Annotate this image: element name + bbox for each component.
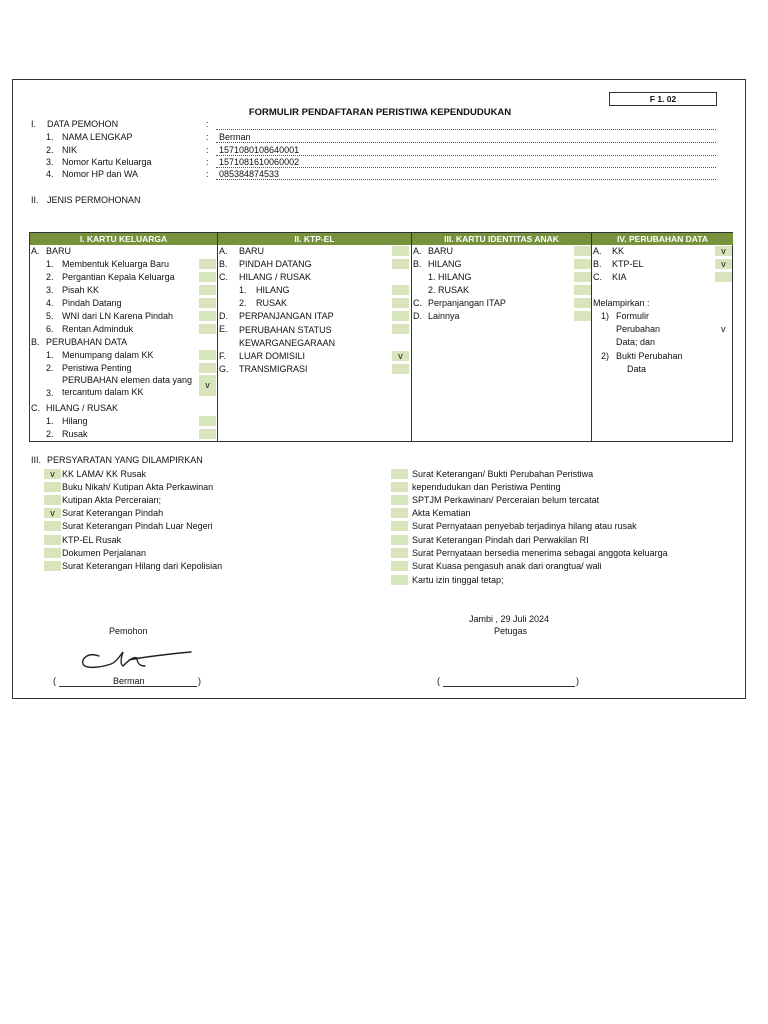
req-left-5-checkbox[interactable] [44,521,61,531]
ktp-g-label: TRANSMIGRASI [239,364,308,374]
kk-a4-label: Pindah Datang [62,298,122,308]
row3-label: Nomor Kartu Keluarga [62,157,152,167]
req-right-1-label-line2: kependudukan dan Peristiwa Penting [412,482,561,492]
req-left-8-label: Surat Keterangan Hilang dari Kepolisian [62,561,223,571]
req-left-2-checkbox[interactable] [44,482,61,492]
req-right-5-checkbox[interactable] [391,535,408,545]
kk-c2-label: Rusak [62,429,88,439]
kk-a4-checkbox[interactable] [199,298,216,308]
kia-d-checkbox[interactable] [574,311,591,321]
ktp-c-letter: C. [219,272,228,282]
officer-paren-close: ) [576,676,579,686]
attach-1-line3: Data; dan [616,337,656,347]
pd-c-checkbox[interactable] [715,272,732,282]
section2-num: II. [31,195,39,205]
section2-label: JENIS PERMOHONAN [47,195,141,205]
req-left-8-checkbox[interactable] [44,561,61,571]
kk-b3-label-line1: PERUBAHAN elemen data yang [62,375,193,385]
ktp-g-letter: G. [219,364,229,374]
req-right-7-label: Surat Kuasa pengasuh anak dari orangtua/ wali [412,561,602,571]
dotted-line [216,155,716,156]
dotted-line [216,142,716,143]
kk-c-letter: C. [31,403,40,413]
req-right-2-checkbox[interactable] [391,495,408,505]
kk-a1-checkbox[interactable] [199,259,216,269]
column-divider [217,233,218,441]
req-right-6-label: Surat Pernyataan bersedia menerima sebagai anggota keluarga [412,548,668,558]
req-right-1-label-line1: Surat Keterangan/ Bukti Perubahan Peristiwa [412,469,594,479]
dotted-line [216,167,716,168]
applicant-paren-open: ( [53,676,56,686]
req-left-3-label: Kutipan Akta Perceraian; [62,495,162,505]
request-type-grid [29,232,733,442]
kk-a-letter: A. [31,246,40,256]
section3-num: III. [31,455,42,465]
row2-colon: : [206,145,209,155]
kia-d-letter: D. [413,311,422,321]
kk-a-label: BARU [46,246,72,256]
req-right-1-checkbox[interactable] [391,469,408,479]
nik-field[interactable]: 1571080108640001 [219,145,300,155]
kk-c2-num: 2. [46,429,54,439]
header-perubahan-data: IV. PERUBAHAN DATA [592,233,733,245]
kk-a6-label: Rentan Adminduk [62,324,134,334]
kk-b1-num: 1. [46,350,54,360]
pd-a-letter: A. [593,246,602,256]
attach-1-line2: Perubahan [616,324,661,334]
req-right-7-checkbox[interactable] [391,561,408,571]
attach-label: Melampirkan : [593,298,650,308]
kia-b-label: HILANG [428,259,462,269]
attach-2-line2: Data [627,364,647,374]
ktp-a-label: BARU [239,246,265,256]
ktp-d-label: PERPANJANGAN ITAP [239,311,334,321]
ktp-d-letter: D. [219,311,228,321]
kia-b2-label: 2. RUSAK [428,285,470,295]
attach-2-line1: Bukti Perubahan [616,351,683,361]
kia-a-checkbox[interactable] [574,246,591,256]
req-left-4-checkbox[interactable]: v [44,508,61,518]
row3-num: 3. [46,157,54,167]
ktp-c2-checkbox[interactable] [392,298,409,308]
kia-a-letter: A. [413,246,422,256]
ktp-d-checkbox[interactable] [392,311,409,321]
ktp-c1-num: 1. [239,285,247,295]
kia-c-letter: C. [413,298,422,308]
kk-b1-checkbox[interactable] [199,350,216,360]
ktp-b-letter: B. [219,259,228,269]
pd-b-checkbox[interactable]: v [715,259,732,269]
attach-1-check[interactable]: v [721,324,726,334]
row3-colon: : [206,157,209,167]
kk-a2-label: Pergantian Kepala Keluarga [62,272,175,282]
kk-a5-label: WNI dari LN Karena Pindah [62,311,174,321]
ktp-f-letter: F. [219,351,227,361]
req-left-6-label: KTP-EL Rusak [62,535,122,545]
place-date: Jambi , 29 Juli 2024 [469,614,550,624]
kk-a1-label: Membentuk Keluarga Baru [62,259,170,269]
row2-num: 2. [46,145,54,155]
column-divider [591,233,592,441]
kia-b2-checkbox[interactable] [574,285,591,295]
row1-num: 1. [46,132,54,142]
kk-b-label: PERUBAHAN DATA [46,337,128,347]
ktp-e-letter: E. [219,324,228,334]
ktp-c1-label: HILANG [256,285,290,295]
req-left-2-label: Buku Nikah/ Kutipan Akta Perkawinan [62,482,214,492]
section3-label: PERSYARATAN YANG DILAMPIRKAN [47,455,203,465]
kk-b3-label-line2: tercantum dalam KK [62,387,144,397]
attach-1-line1: Formulir [616,311,649,321]
form-page [12,79,746,699]
kia-b1-label: 1. HILANG [428,272,472,282]
row1-colon: : [206,132,209,142]
row4-label: Nomor HP dan WA [62,169,139,179]
attach-1-num: 1) [601,311,610,321]
kk-a3-label: Pisah KK [62,285,100,295]
req-right-8-checkbox[interactable] [391,575,408,585]
kk-a6-num: 6. [46,324,54,334]
form-title: FORMULIR PENDAFTARAN PERISTIWA KEPENDUDUKAN [248,107,512,118]
req-right-3-checkbox[interactable] [391,508,408,518]
applicant-label: Pemohon [109,626,148,636]
kk-b-letter: B. [31,337,40,347]
column-divider [411,233,412,441]
kia-c-label: Perpanjangan ITAP [428,298,506,308]
req-left-7-label: Dokumen Perjalanan [62,548,147,558]
req-left-1-checkbox[interactable]: v [44,469,61,479]
kk-b1-label: Menumpang dalam KK [62,350,154,360]
ktp-c-label: HILANG / RUSAK [239,272,312,282]
name-field[interactable]: Berman [219,132,251,142]
kia-a-label: BARU [428,246,454,256]
form-code: F 1. 02 [609,92,717,106]
req-left-3-checkbox[interactable] [44,495,61,505]
kk-a3-num: 3. [46,285,54,295]
section1-num: I. [31,119,37,129]
dotted-line [216,179,716,180]
phone-field[interactable]: 085384874533 [219,169,280,179]
row4-num: 4. [46,169,54,179]
ktp-e-label-line1: PERUBAHAN STATUS [239,325,332,335]
ktp-f-checkbox[interactable]: v [392,351,409,361]
pd-a-label: KK [612,246,625,256]
header-kartu-keluarga: I. KARTU KELUARGA [30,233,217,245]
ktp-a-letter: A. [219,246,228,256]
kk-c1-num: 1. [46,416,54,426]
row4-colon: : [206,169,209,179]
officer-signature-line [443,686,575,687]
header-ktp-el: II. KTP-EL [218,233,411,245]
kk-b2-checkbox[interactable] [199,363,216,373]
kia-c-checkbox[interactable] [574,298,591,308]
ktp-e-checkbox[interactable] [392,324,409,334]
row2-label: NIK [62,145,78,155]
req-right-6-checkbox[interactable] [391,548,408,558]
header-kartu-identitas-anak: III. KARTU IDENTITAS ANAK [412,233,591,245]
kk-number-field[interactable]: 1571081610060002 [219,157,300,167]
section1-label: DATA PEMOHON [47,119,119,129]
kk-a5-checkbox[interactable] [199,311,216,321]
req-left-6-checkbox[interactable] [44,535,61,545]
pd-a-checkbox[interactable]: v [715,246,732,256]
req-right-1b-checkbox[interactable] [391,482,408,492]
kia-d-label: Lainnya [428,311,460,321]
req-right-2-label: SPTJM Perkawinan/ Perceraian belum tercatat [412,495,600,505]
kk-a1-num: 1. [46,259,54,269]
dotted-line [216,129,716,130]
kk-a2-num: 2. [46,272,54,282]
kia-b-letter: B. [413,259,422,269]
pd-b-label: KTP-EL [612,259,644,269]
kk-c2-checkbox[interactable] [199,429,216,439]
section1-colon: : [206,119,209,129]
officer-paren-open: ( [437,676,440,686]
pd-c-letter: C. [593,272,602,282]
kk-a3-checkbox[interactable] [199,285,216,295]
kk-b3-checkbox[interactable]: v [199,375,216,396]
officer-label: Petugas [494,626,528,636]
pd-b-letter: B. [593,259,602,269]
kk-a4-num: 4. [46,298,54,308]
attach-2-num: 2) [601,351,610,361]
ktp-c2-label: RUSAK [256,298,288,308]
kk-c-label: HILANG / RUSAK [46,403,119,413]
kk-b2-label: Peristiwa Penting [62,363,132,373]
kk-c1-checkbox[interactable] [199,416,216,426]
req-right-4-checkbox[interactable] [391,521,408,531]
ktp-b-label: PINDAH DATANG [239,259,312,269]
applicant-name: Berman [113,676,145,686]
req-left-7-checkbox[interactable] [44,548,61,558]
req-left-1-label: KK LAMA/ KK Rusak [62,469,147,479]
ktp-b-checkbox[interactable] [392,259,409,269]
kia-b-checkbox[interactable] [574,259,591,269]
ktp-f-label: LUAR DOMISILI [239,351,306,361]
req-right-5-label: Surat Keterangan Pindah dari Perwakilan RI [412,535,589,545]
ktp-e-label-line2: KEWARGANEGARAAN [239,338,336,348]
kk-a6-checkbox[interactable] [199,324,216,334]
row1-label: NAMA LENGKAP [62,132,133,142]
req-right-4-label: Surat Pernyataan penyebab terjadinya hilang atau rusak [412,521,637,531]
req-left-4-label: Surat Keterangan Pindah [62,508,164,518]
req-left-5-label: Surat Keterangan Pindah Luar Negeri [62,521,213,531]
req-right-3-label: Akta Kematian [412,508,471,518]
ktp-c1-checkbox[interactable] [392,285,409,295]
kk-b3-num: 3. [46,388,54,398]
ktp-c2-num: 2. [239,298,247,308]
kk-a5-num: 5. [46,311,54,321]
kk-b2-num: 2. [46,363,54,373]
ktp-a-checkbox[interactable] [392,246,409,256]
req-right-8-label: Kartu izin tinggal tetap; [412,575,504,585]
kk-a2-checkbox[interactable] [199,272,216,282]
kia-b1-checkbox[interactable] [574,272,591,282]
ktp-g-checkbox[interactable] [392,364,409,374]
pd-c-label: KIA [612,272,627,282]
kk-c1-label: Hilang [62,416,88,426]
applicant-signature [77,644,193,672]
applicant-paren-close: ) [198,676,201,686]
